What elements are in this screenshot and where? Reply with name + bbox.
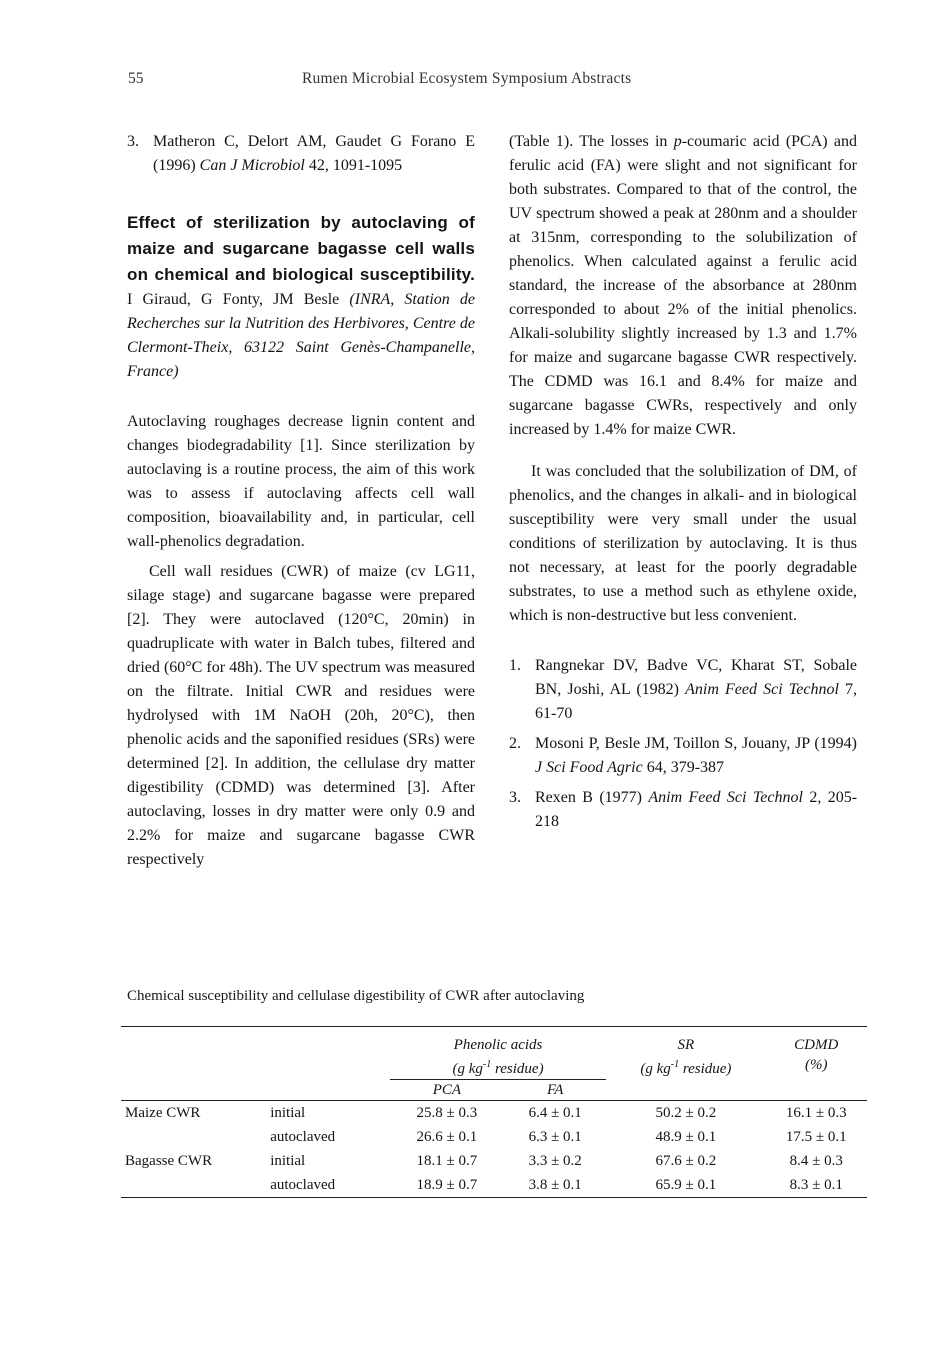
body-paragraph-4: It was concluded that the solubilization of DM, of phenolics, and the changes in alkali- and in biological susceptibility were very small under the usual conditions of sterilization by autoclaving. It is thus not necessary, at least for the poorly degradable substrates, to use a method such as ethylene oxide, which is non-destructive but less convenient. <box>509 463 857 624</box>
cell-cdmd: 16.1 ± 0.3 <box>765 1101 867 1126</box>
header-cdmd: CDMD <box>794 1037 839 1053</box>
running-head: Rumen Microbial Ecosystem Symposium Abstracts <box>302 70 632 87</box>
reference-journal: Anim Feed Sci Technol <box>648 789 803 806</box>
table-caption: Chemical susceptibility and cellulase digestibility of CWR after autoclaving <box>127 988 585 1004</box>
right-column <box>509 130 857 840</box>
reference-authors: Rexen B (1977) <box>535 789 642 806</box>
reference-number: 2. <box>509 735 521 752</box>
reference-item <box>509 732 857 780</box>
header-fa: FA <box>546 1082 564 1098</box>
cell-cdmd: 8.4 ± 0.3 <box>789 1153 843 1169</box>
cell-fa: 3.8 ± 0.1 <box>528 1177 582 1193</box>
cell-fa: 6.3 ± 0.1 <box>528 1129 582 1145</box>
reference-item <box>509 786 857 834</box>
body-paragraph-3-b: -coumaric acid (PCA) and ferulic acid (FA) were slight and not significant for both substrates. Compared to that of the control, the UV spectrum showed a peak at 280nm and a shoulder at 315nm, corresponding to the solubilization of phenolics. When calculated against a ferulic acid standard, the increase of the absorbance at 280nm corresponded to about 2% of the initial phenolics. Alkali-solubility slightly increased by 1.3 and 1.7% for maize and sugarcane bagasse CWR respectively. The CDMD was 16.1 and 8.4% for maize and sugarcane bagasse CWRs, respectively and only increased by 1.4% for maize CWR. <box>509 133 857 438</box>
row-treatment: autoclaved <box>270 1177 336 1193</box>
reference-number: 1. <box>509 657 521 674</box>
header-pca: PCA <box>432 1082 462 1098</box>
abstract-authors: I Giraud, G Fonty, JM Besle <box>127 291 340 308</box>
row-label <box>121 1125 270 1149</box>
header-cdmd-unit: (%) <box>804 1057 828 1073</box>
header-phenolic-unit: (g $kg^{-1}$ residue) <box>390 1055 607 1080</box>
table-row <box>121 1101 867 1126</box>
page-number: 55 <box>128 70 144 87</box>
reference-details: 7, 61-70 <box>535 681 858 722</box>
cell-pca: 25.8 ± 0.3 <box>390 1101 504 1126</box>
cell-fa: 6.4 ± 0.1 <box>504 1101 606 1126</box>
cell-sr: 65.9 ± 0.1 <box>655 1177 717 1193</box>
results-table <box>121 1026 867 1198</box>
row-treatment: initial <box>270 1101 390 1126</box>
row-treatment: initial <box>270 1153 306 1169</box>
table-row <box>121 1173 867 1198</box>
cell-pca: 18.9 ± 0.7 <box>416 1177 478 1193</box>
abstract-affiliation: (INRA, Station de Recherches sur la Nutrition des Herbivores, Centre de Clermont-Theix, 63122 Saint Genès-Champanelle, France) <box>127 291 475 380</box>
cell-sr: 50.2 ± 0.2 <box>606 1101 765 1126</box>
cell-cdmd: 17.5 ± 0.1 <box>785 1129 847 1145</box>
body-paragraph-3-a: (Table 1). The losses in <box>509 133 674 150</box>
abstract-title: Effect of sterilization by autoclaving of maize and sugarcane bagasse cell walls on chemical and biological susceptibility. <box>127 213 475 284</box>
reference-journal: J Sci Food Agric <box>535 759 643 776</box>
row-label: Maize CWR <box>121 1101 270 1126</box>
table-row <box>121 1125 867 1149</box>
body-paragraph-1: Autoclaving roughages decrease lignin content and changes biodegradability [1]. Since sterilization by autoclaving is a routine process, the aim of this work was to assess if autoclaving affects cell wall composition, bioavailability and, in particular, cell wall-phenolics degradation. <box>127 413 475 550</box>
reference-number: 3. <box>509 789 521 806</box>
reference-details: 64, 379-387 <box>646 759 725 776</box>
table-row <box>121 1149 867 1173</box>
header-phenolic-acids: Phenolic acids <box>453 1037 543 1053</box>
reference-journal: Can J Microbiol <box>199 157 305 174</box>
cell-sr: 48.9 ± 0.1 <box>655 1129 717 1145</box>
header-sr: SR <box>677 1037 695 1053</box>
row-label <box>121 1173 270 1198</box>
cell-sr: 67.6 ± 0.2 <box>655 1153 717 1169</box>
reference-number: 3. <box>127 133 139 150</box>
page-header <box>128 70 848 92</box>
reference-details: 42, 1091-1095 <box>308 157 403 174</box>
carryover-reference <box>127 130 475 178</box>
cell-fa: 3.3 ± 0.2 <box>528 1153 582 1169</box>
reference-item <box>509 654 857 726</box>
reference-journal: Anim Feed Sci Technol <box>685 681 839 698</box>
cell-pca: 26.6 ± 0.1 <box>416 1129 478 1145</box>
reference-authors: Rangnekar DV, Badve VC, Kharat ST, Sobale BN, Joshi, AL (1982) <box>535 657 857 698</box>
cell-pca: 18.1 ± 0.7 <box>416 1153 478 1169</box>
left-column <box>127 130 475 872</box>
reference-details: 2, 205-218 <box>535 789 858 830</box>
cell-cdmd: 8.3 ± 0.1 <box>789 1177 843 1193</box>
abstract-heading <box>127 210 475 384</box>
reference-list <box>509 654 857 834</box>
row-treatment: autoclaved <box>270 1129 336 1145</box>
body-paragraph-2: Cell wall residues (CWR) of maize (cv LG11, silage stage) and sugarcane bagasse were prepared [2]. They were autoclaved (120°C, 20min) in quadruplicate with water in Balch tubes, filtered and dried (60°C for 48h). The UV spectrum was measured on the filtrate. Initial CWR and residues were hydrolysed with 1M NaOH (20h, 20°C), then phenolic acids and the saponified residues (SRs) were determined [2]. In addition, the cellulase dry matter digestibility (CDMD) was determined [3]. After autoclaving, losses in dry matter were only 0.9 and 2.2% for maize and sugarcane bagasse CWR respectively <box>127 563 475 868</box>
body-paragraph-3-italic: p <box>673 133 682 150</box>
header-sr-unit: (g $kg^{-1}$ residue) <box>640 1059 732 1077</box>
reference-authors: Mosoni P, Besle JM, Toillon S, Jouany, JP (1994) <box>535 735 857 752</box>
reference-authors: Matheron C, Delort AM, Gaudet G Forano E (1996) <box>153 133 475 174</box>
row-label: Bagasse CWR <box>125 1153 213 1169</box>
body-paragraph-3 <box>509 130 857 442</box>
